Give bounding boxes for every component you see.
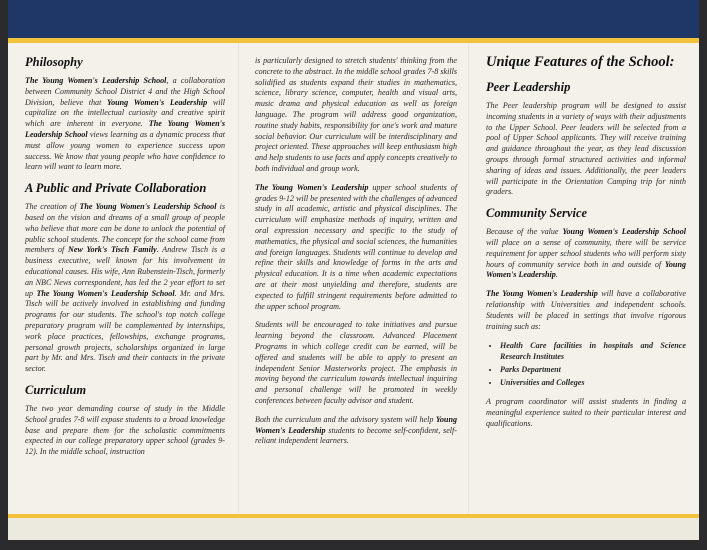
left-column [25, 50, 225, 466]
brochure-sheet [8, 0, 699, 540]
curriculum-text: The two year demanding course of study in the Middle School grades 7-8 will expose students to a broad knowledge base and prepare them for the scholastic commitments expected in our college preparatory upper school (grades 9-12). In the middle school, instruction [25, 403, 225, 457]
bottom-strip [8, 518, 699, 540]
top-blue-band [8, 0, 699, 38]
peer-leadership-heading: Peer Leadership [486, 80, 571, 94]
unique-features-heading: Unique Features of the School: [486, 54, 675, 70]
peer-leadership-text: The Peer leadership program will be designed to assist incoming students in a variety of ways with their adjustments to the Upper School. Peer leaders will be selected from a pool of Upper School applicants. They will receive training and guidance throughout the year, as they lead discussion groups through formal structured activities and informal sharing of ideas and issues. Additionally, the peer leaders will participate in the Orientation Camping trip for ninth graders. [486, 101, 686, 197]
curriculum-heading: Curriculum [25, 382, 87, 397]
coordinator-text: A program coordinator will assist students in finding a meaningful experience suited to their particular interest and qualifications. [486, 397, 686, 428]
advisory-text: Both the curriculum and the advisory system will help Young Women's Leadership students to become self-confident, self-reliant independent learners. [255, 414, 457, 446]
fold-line-left [238, 43, 239, 513]
collaborative-text: The Young Women's Leadership will have a collaborative relationship with Universities and independent schools. Students will be placed in settings that involve rigorous training such as: [486, 289, 686, 331]
list-item: • Universities and Colleges [500, 377, 686, 388]
middle-school-text: is particularly designed to stretch students' thinking from the concrete to the abstract. In the middle school grades 7-8 skills solidified as students expand their studies in mathematics, science, library science, computer, health and visual arts, music drama and physical education as well as foreign language. The program will address good organization, routine study habits, responsibility for one's work and mature social behavior. Our curriculum will be interdisciplinary and project oriented. These approaches will keep enthusiasm high and help students to use facts and apply concepts creatively to both individual and group work. [255, 56, 457, 173]
fold-line-right [468, 43, 469, 513]
community-service-heading: Community Service [486, 206, 588, 221]
list-item: • Health Care facilities in hospitals and Science Research Institutes [500, 340, 686, 362]
community-service-text: Because of the value Young Women's Leadership School will place on a sense of community, there will be service requirement for upper school students who will perform sixty hours of community service both in and outside of Young Women's Leadership. [486, 227, 686, 280]
collaboration-heading: A Public and Private Collaboration [25, 181, 207, 196]
placement-list [486, 340, 686, 388]
philosophy-text: The Young Women's Leadership School, a collaboration between Community School District 4 and the High School Division, believe that Young Women's Leadership will capitalize on the intellectual curiosity and creative spirit which are inherent in everyone. The Young Women's Leadership School views learning as a dynamic process that must allow young women to experience success upon success. We know that young people who have confidence to learn will want to learn more. [25, 76, 226, 172]
top-gold-stripe [8, 38, 699, 43]
philosophy-heading: Philosophy [25, 55, 83, 69]
right-column [486, 50, 686, 438]
middle-column [255, 56, 457, 455]
initiatives-text: Students will be encouraged to take initiatives and pursue learning beyond the classroom. Advanced Placement Programs in which college credit can be earned, will be offered and students will be able to apply to present an independent Senior Masterworks project. The emphasis in moving beyond the curriculum towards intellectual inquiring and personal challenge will be promoted in weekly conferences between faculty advisor and student. [255, 320, 457, 405]
upper-school-text: The Young Women's Leadership upper school students of grades 9-12 will be presented with the challenges of advanced study in all academic, artistic and physical disciplines. The curriculum will emphasize methods of inquiry, written and oral expression necessary and specific to the study of mathematics, the physical and social sciences, the humanities and foreign languages. Students will continue to develop and refine their skills and knowledge of forms in the arts and physical education. It is a time when academic expectations are at their most unyielding and therefore, students are expected to fulfill stringent requirements before admitted to the upper school program. [255, 182, 457, 311]
list-item: • Parks Department [500, 364, 686, 375]
collaboration-text: The creation of The Young Women's Leadership School is based on the vision and dreams of a small group of people who believe that more can be done to unlock the potential of public school students. The concept for the school came from members of New York's Tisch Family. Andrew Tisch is a business executive, well known for his involvement in educational causes. His wife, Ann Rubenstein-Tisch, formerly an NBC News correspondent, has led the 2 year effort to set up The Young Women's Leadership School. Mr. and Mrs. Tisch will be actively involved in establishing and funding programs for our students. The school's top notch college preparatory program will be complemented by internships, work place practices, fellowships, exchange programs, personal growth projects, scholarships organized in large part by Mr. and Mrs. Tisch and their contacts in the private sector. [25, 202, 225, 374]
